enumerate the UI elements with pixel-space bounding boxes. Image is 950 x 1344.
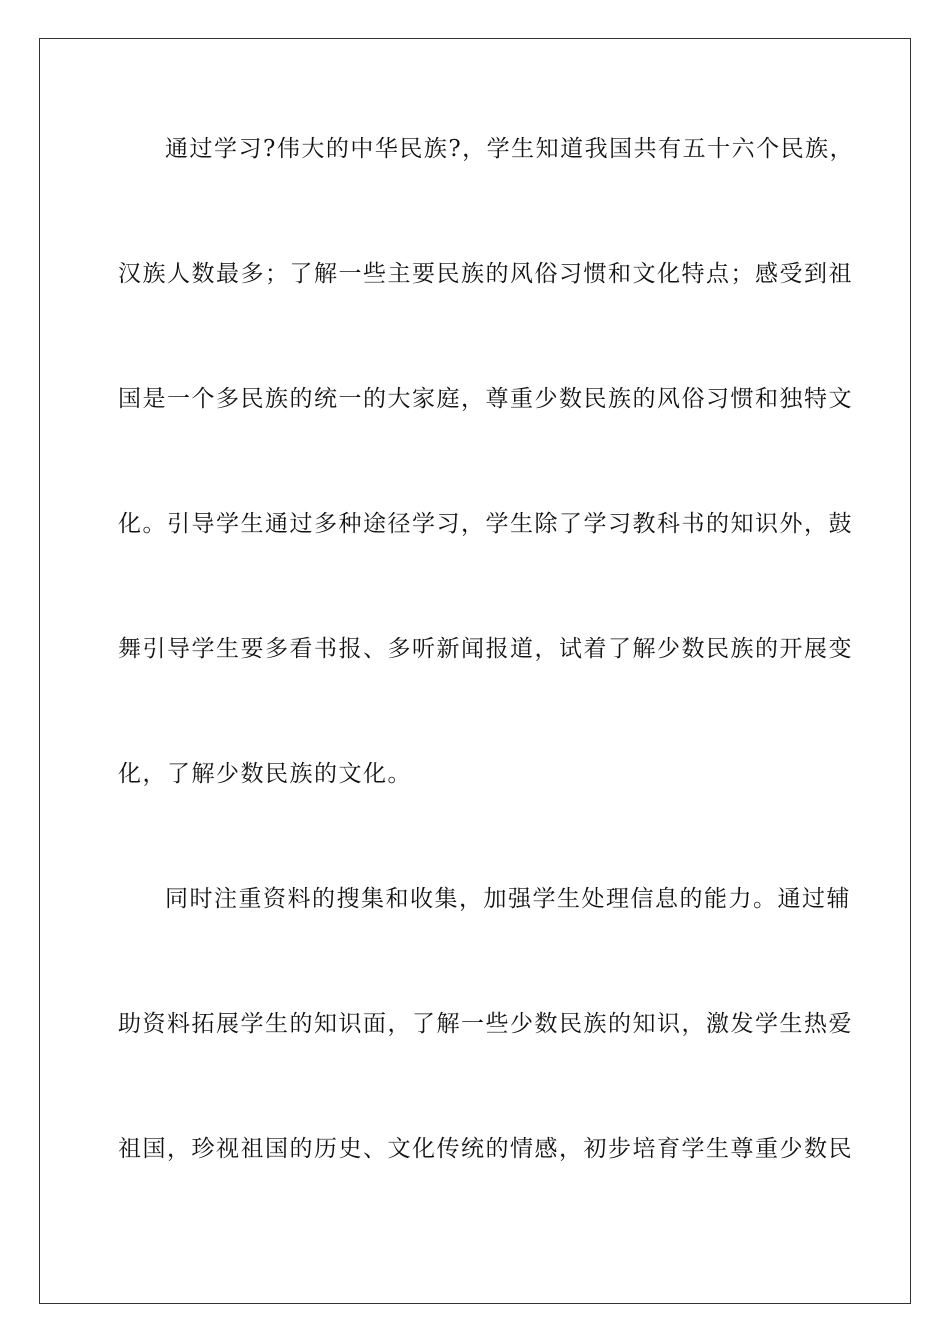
paragraph-1-line-2: 汉族人数最多；了解一些主要民族的风俗习惯和文化特点；感受到祖 bbox=[118, 261, 853, 287]
paragraph-1-line-5: 舞引导学生要多看书报、多听新闻报道，试着了解少数民族的开展变 bbox=[118, 636, 853, 662]
paragraph-2-line-1: 同时注重资料的搜集和收集，加强学生处理信息的能力。通过辅 bbox=[165, 886, 851, 912]
paragraph-1-line-6: 化，了解少数民族的文化。 bbox=[118, 761, 412, 787]
paragraph-1-line-3: 国是一个多民族的统一的大家庭，尊重少数民族的风俗习惯和独特文 bbox=[118, 386, 853, 412]
paragraph-2-line-2: 助资料拓展学生的知识面，了解一些少数民族的知识，激发学生热爱 bbox=[118, 1011, 853, 1037]
document-body bbox=[118, 124, 855, 1249]
paragraph-1-line-1: 通过学习?伟大的中华民族?，学生知道我国共有五十六个民族， bbox=[165, 136, 855, 162]
paragraph-2-line-3: 祖国，珍视祖国的历史、文化传统的情感，初步培育学生尊重少数民 bbox=[118, 1136, 853, 1162]
paragraph-1-line-4: 化。引导学生通过多种途径学习，学生除了学习教科书的知识外，鼓 bbox=[118, 511, 853, 537]
